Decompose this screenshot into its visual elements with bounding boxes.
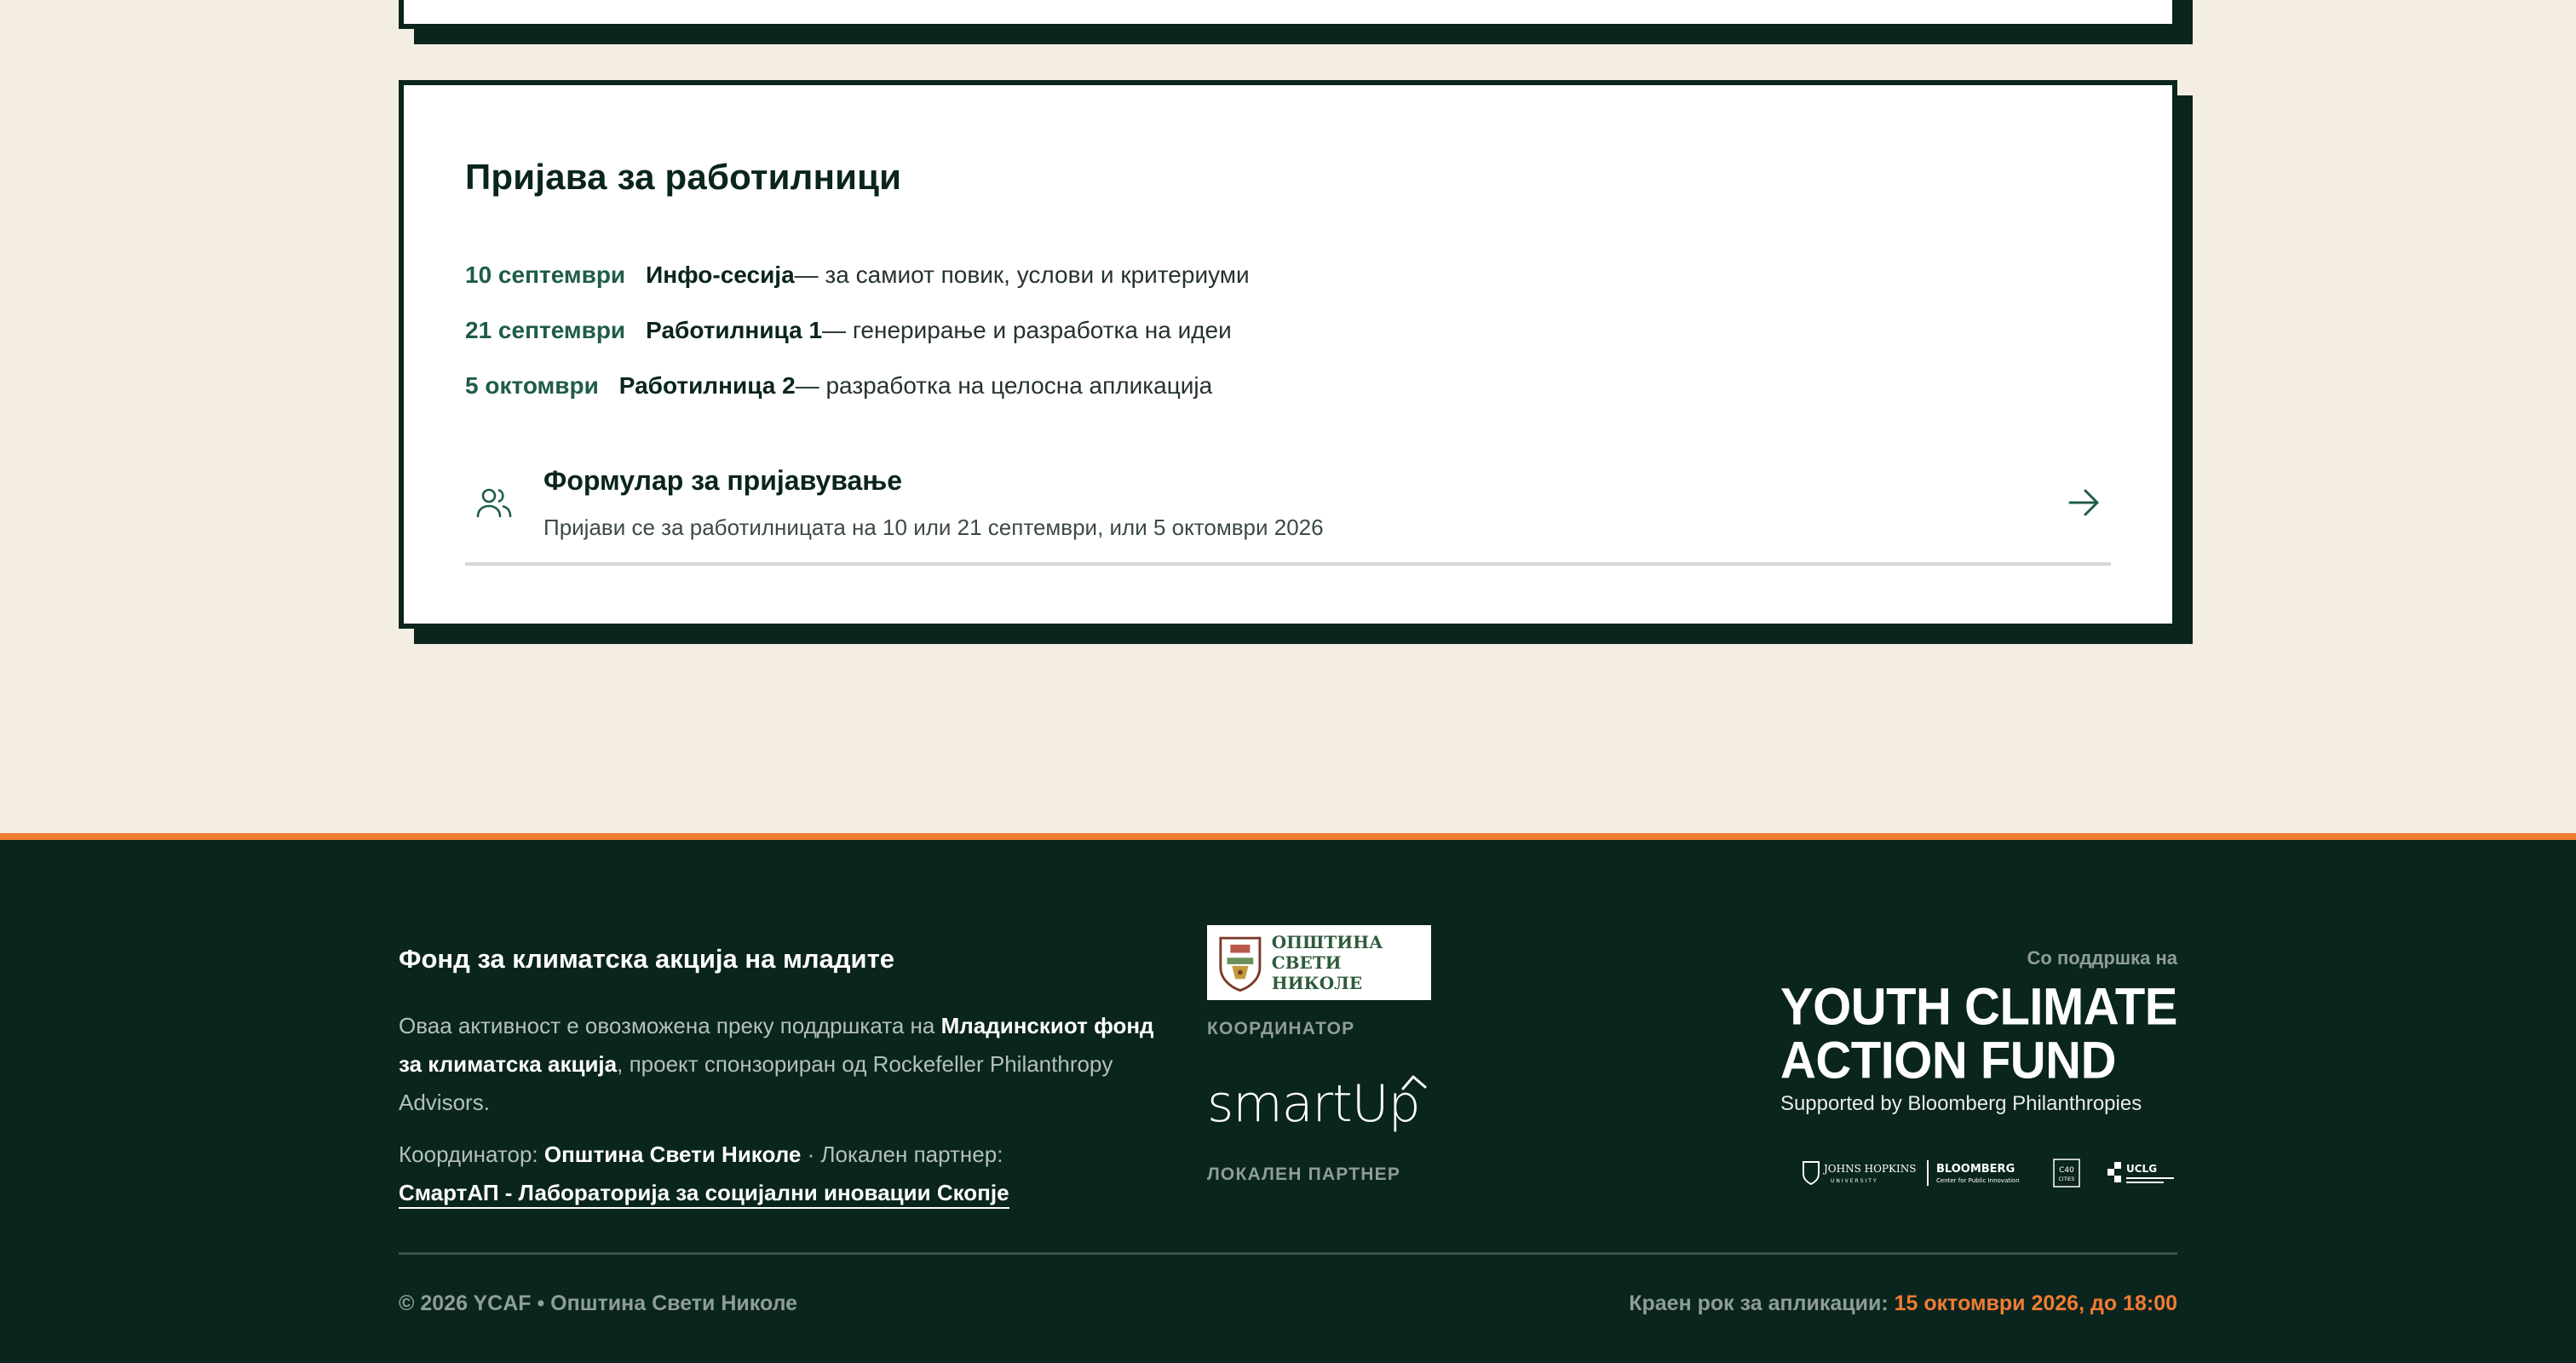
- c40-logo-line2: CITIES: [2058, 1176, 2075, 1182]
- coordinator-role: КООРДИНАТОР: [1207, 1019, 1355, 1038]
- footer-credits: [399, 1136, 1165, 1212]
- schedule-item: [465, 247, 2111, 302]
- schedule-name: Работилница 2: [618, 371, 796, 399]
- support-label: Со поддршка на: [2027, 947, 2177, 969]
- jhu-logo-text: JOHNS HOPKINS: [1824, 1163, 1917, 1175]
- bloomberg-logo-text: BLOOMBERG: [1936, 1163, 2015, 1176]
- schedule-item: [465, 358, 2111, 413]
- deadline-label: Краен рок за апликации:: [1629, 1291, 1895, 1315]
- workshops-card: [399, 80, 2177, 629]
- uclg-logo-text: UCLG: [2126, 1163, 2158, 1175]
- schedule-date: 10 септември: [465, 261, 626, 288]
- footer-heading: Фонд за климатска акција на младите: [399, 944, 894, 974]
- copyright: © 2026 YCAF • Општина Свети Николе: [399, 1291, 798, 1315]
- fund-name: Младинскиот фонд за климатска акција: [399, 1013, 1154, 1077]
- ycaf-logo: [1780, 969, 2177, 1116]
- arrow-right-icon: [2065, 484, 2102, 521]
- uclg-logo: [2106, 1159, 2177, 1188]
- workshop-schedule: [465, 247, 2111, 413]
- municipality-logo: [1207, 925, 1431, 1000]
- footer-partners: [1207, 925, 1480, 1185]
- ycaf-logo-line1: YOUTH CLIMATE: [1780, 977, 2177, 1037]
- partner-link[interactable]: СмартАП - Лабораторија за социјални иновации Скопје: [399, 1180, 1009, 1209]
- footer-about: [399, 944, 1165, 1212]
- previous-card: [399, 0, 2177, 29]
- partner-role: ЛОКАЛЕН ПАРТНЕР: [1207, 1165, 1401, 1184]
- description-text: Оваа активност е овозможена преку поддршката на: [399, 1013, 941, 1038]
- schedule-desc: — генерирање и разработка на идеи: [822, 316, 1232, 343]
- c40-logo: [2053, 1159, 2080, 1188]
- deadline-value: 15 октомври 2026, до 18:00: [1894, 1291, 2177, 1315]
- smartup-logo: [1207, 1072, 1446, 1140]
- footer-support: [1751, 947, 2177, 1188]
- schedule-name: Работилница 1: [646, 316, 823, 343]
- coordinator-name: Општина Свети Николе: [543, 1142, 802, 1167]
- schedule-desc: — разработка на целосна апликација: [795, 371, 1213, 399]
- description-text: , проект спонзориран од Rockefeller Philanthropy Advisors.: [399, 1051, 1113, 1115]
- coordinator-label: Координатор:: [399, 1142, 544, 1167]
- smartup-logo-text: smartUp: [1207, 1074, 1420, 1134]
- schedule-desc: — за самиот повик, услови и критериуми: [794, 261, 1250, 288]
- c40-logo-line1: C40: [2059, 1166, 2074, 1175]
- ycaf-logo-line2: ACTION FUND: [1780, 1031, 2116, 1090]
- partner-logos: [1751, 1159, 2177, 1188]
- bloomberg-logo-sub: Center for Public Innovation: [1936, 1177, 2020, 1184]
- users-icon: [474, 482, 515, 523]
- coat-of-arms-icon: [1217, 932, 1263, 993]
- schedule-date: 5 октомври: [465, 371, 599, 399]
- municipality-logo-line2: СВЕТИ НИКОЛЕ: [1271, 952, 1363, 993]
- schedule-item: [465, 302, 2111, 358]
- municipality-logo-line1: ОПШТИНА: [1271, 932, 1383, 952]
- ycaf-subtitle: Supported by Bloomberg Philanthropies: [1780, 1092, 2142, 1115]
- footer-description: [399, 1007, 1165, 1122]
- partner-label: · Локален партнер:: [801, 1142, 1003, 1167]
- registration-form-link[interactable]: [465, 440, 2111, 566]
- form-subtitle: Пријави се за работилницата на 10 или 21 септември, или 5 октомври 2026: [543, 515, 1324, 540]
- form-title: Формулар за пријавување: [543, 465, 903, 496]
- workshops-title: Пријава за работилници: [465, 157, 902, 197]
- jhu-bloomberg-logo: [1802, 1159, 2027, 1188]
- schedule-date: 21 септември: [465, 316, 626, 343]
- jhu-logo-sub: UNIVERSITY: [1831, 1178, 1878, 1184]
- schedule-name: Инфо-сесија: [646, 261, 795, 288]
- deadline-notice: [1629, 1291, 2177, 1316]
- footer-divider: [399, 1252, 2177, 1255]
- site-footer: [0, 833, 2576, 1363]
